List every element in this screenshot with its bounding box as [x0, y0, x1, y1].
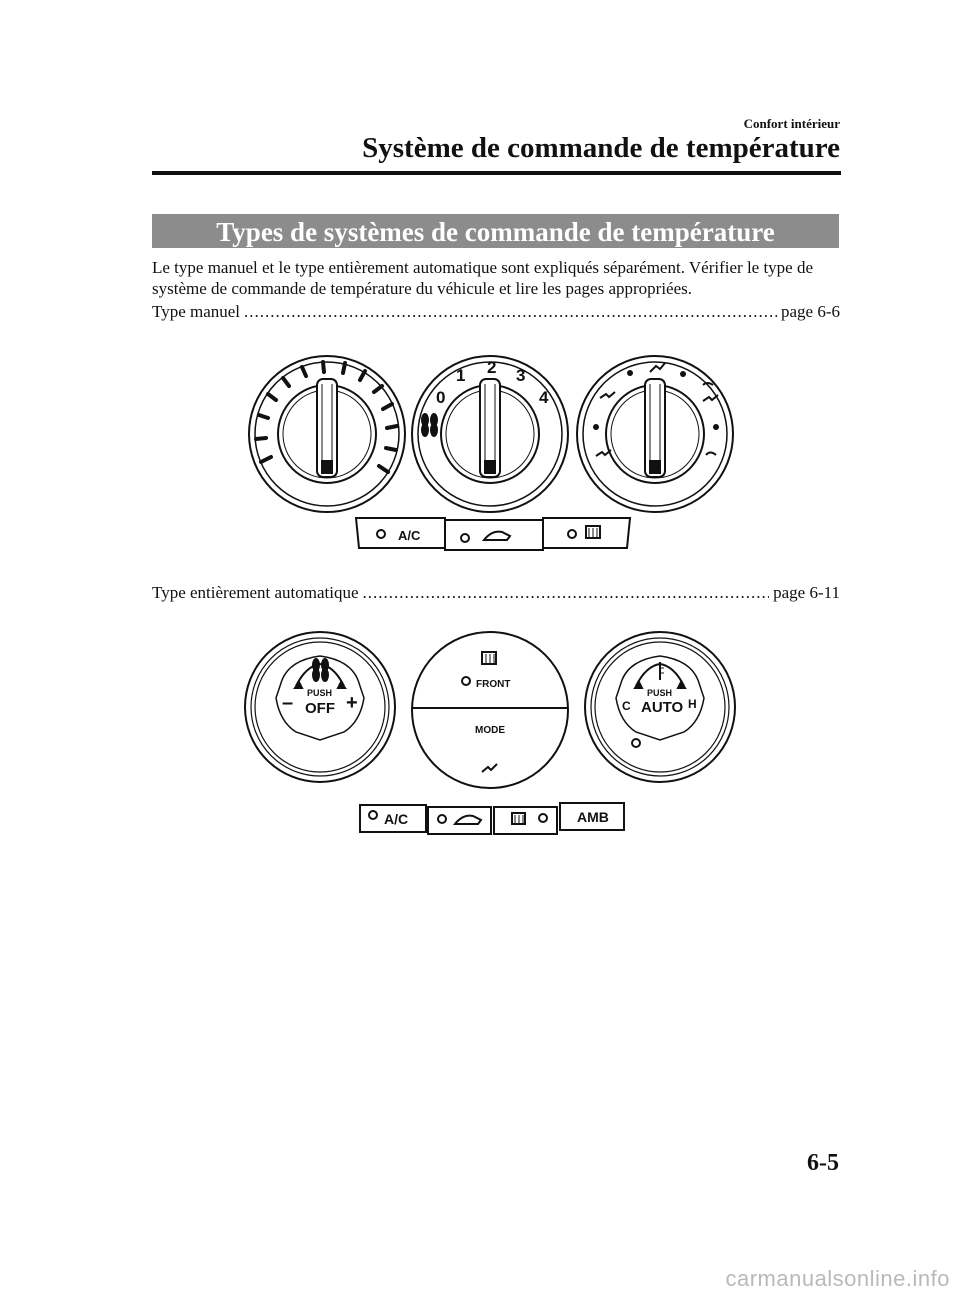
page-title: Système de commande de température [362, 132, 840, 164]
air-mode-knob [577, 356, 733, 512]
svg-text:MODE: MODE [475, 725, 505, 736]
reference-label: Type manuel [152, 302, 241, 321]
reference-page: page 6-11 [773, 583, 840, 602]
svg-text:H: H [688, 697, 697, 711]
svg-text:2: 2 [487, 358, 497, 377]
reference-label: Type entièrement automatique [152, 583, 359, 602]
svg-text:C: C [622, 699, 631, 713]
svg-text:AUTO: AUTO [641, 699, 684, 716]
manual-control-panel-figure [0, 350, 960, 560]
ac-button-label: A/C [398, 528, 421, 543]
svg-text:OFF: OFF [305, 700, 335, 717]
amb-button-label: AMB [577, 809, 609, 825]
reference-manual[interactable] [152, 302, 840, 322]
svg-text:+: + [346, 692, 358, 714]
svg-text:4: 4 [539, 388, 549, 407]
reference-page: page 6-6 [780, 302, 840, 321]
header-divider [152, 171, 841, 175]
svg-text:FRONT: FRONT [476, 679, 511, 690]
svg-text:–: – [282, 692, 294, 714]
svg-text:0: 0 [436, 388, 446, 407]
automatic-control-panel-figure [0, 625, 960, 845]
temperature-knob [249, 356, 405, 512]
intro-paragraph: Le type manuel et le type entièrement automatique sont expliqués séparément. Vérifier le type de système de commande de température du véhicule et lire les pages appropriées. [152, 258, 814, 298]
svg-text:3: 3 [516, 366, 526, 385]
ac-button-label: A/C [384, 811, 409, 827]
svg-text:PUSH: PUSH [307, 688, 333, 698]
section-label: Confort intérieur [743, 116, 840, 131]
leader-dots [244, 302, 777, 322]
center-dial [412, 632, 568, 788]
leader-dots [363, 583, 770, 603]
svg-text:PUSH: PUSH [647, 688, 673, 698]
reference-automatic[interactable] [152, 583, 840, 603]
section-banner: Types de systèmes de commande de température [152, 214, 839, 248]
watermark: carmanualsonline.info [725, 1266, 950, 1291]
svg-text:1: 1 [456, 366, 466, 385]
page-number: 6-5 [807, 1150, 839, 1176]
